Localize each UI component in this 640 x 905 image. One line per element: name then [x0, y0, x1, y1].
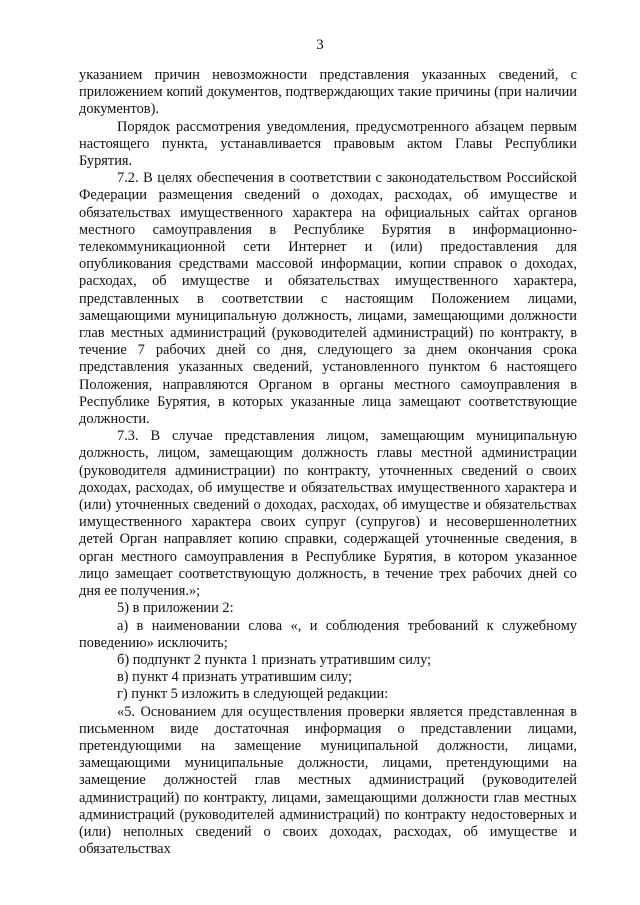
- list-item-appendix-2: 5) в приложении 2:: [117, 600, 234, 617]
- list-item-b: б) подпункт 2 пункта 1 признать утратившим силу;: [117, 651, 432, 668]
- paragraph-7-3: 7.3. В случае представления лицом, замещающим муниципальную должность, лицом, замещающим должность главы местной администрации (руководителя администрации) по контракту, уточненных сведений о своих доходах, расходах, об имуществе и обязательствах имущественного характера и (или) уточненных сведений о доходах, расходах, об имуществе и обязательствах имущественного характера своих супруг (супругов) и несовершеннолетних детей Орган направляет копию справки, содержащей уточненные сведения, в орган местного самоуправления в Республике Бурятия, в котором указанное лицо замещает соответствующую должность, в течение трех рабочих дней со дня ее получения.»;: [79, 428, 577, 600]
- paragraph-7-2: 7.2. В целях обеспечения в соответствии с законодательством Российской Федерации размещения сведений о доходах, расходах, об имуществе и обязательствах имущественного характера на официальных сайтах органов местного самоуправления в Республике Бурятия в информационно-телекоммуникационной сети Интернет и (или) предоставления для опубликования средствами массовой информации, копии справок о доходах, расходах, об имуществе и обязательствах имущественного характера, представленных в соответствии с настоящим Положением лицами, замещающими муниципальную должность, лицами, замещающими должности глав местных администраций (руководителей администраций) по контракту, в течение 7 рабочих дней со дня, следующего за днем окончания срока представления указанных сведений, установленного пунктом 6 настоящего Положения, направляются Органом в органы местного самоуправления в Республике Бурятия, в которых указанные лица замещают соответствующие должности.: [79, 170, 577, 428]
- page-number: 3: [316, 37, 324, 53]
- list-item-v: в) пункт 4 признать утратившим силу;: [117, 669, 353, 686]
- document-body: [79, 67, 577, 858]
- paragraph-continuation: указанием причин невозможности представления указанных сведений, с приложением копий документов, подтверждающих такие причины (при наличии документов).: [79, 67, 577, 118]
- list-item-a: а) в наименовании слова «, и соблюдения требований к служебному поведению» исключить;: [79, 617, 577, 651]
- list-item-g: г) пункт 5 изложить в следующей редакции:: [117, 686, 389, 703]
- paragraph-point-5: «5. Основанием для осуществления проверки является представленная в письменном виде достаточная информация о представлении лицами, претендующими на замещение муниципальной должности, лицами, замещающими муниципальные должности, лицами, претендующими на замещение должностей глав местных администраций (руководителей администраций) по контракту, лицами, замещающими должности глав местных администраций (руководителей администраций) по контракту недостоверных и (или) неполных сведений о своих доходах, расходах, об имуществе и обязательствах: [79, 703, 577, 858]
- paragraph-review-procedure: Порядок рассмотрения уведомления, предусмотренного абзацем первым настоящего пункта, устанавливается правовым актом Главы Республики Бурятия.: [79, 118, 577, 170]
